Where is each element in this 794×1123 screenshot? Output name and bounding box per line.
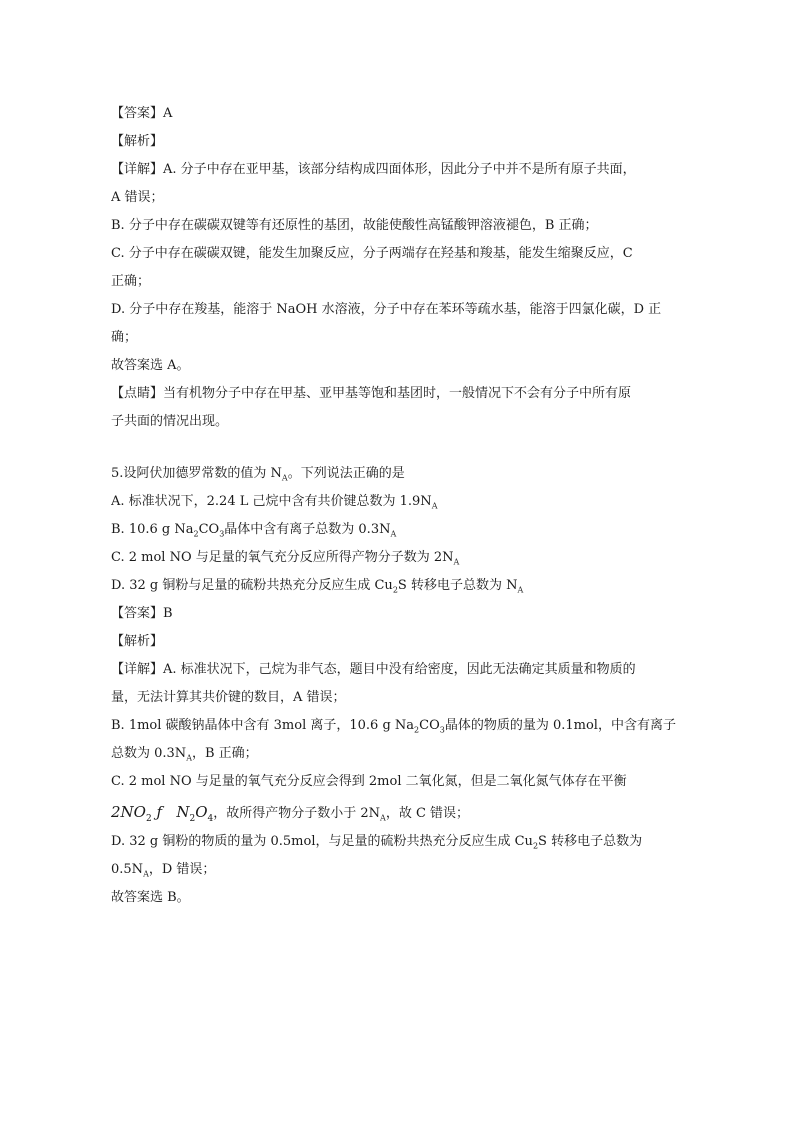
subscript: 2 bbox=[193, 529, 199, 539]
subscript: 2 bbox=[414, 725, 420, 735]
q4-detail-c: C. 分子中存在碳碳双键，能发生加聚反应，分子两端存在羟基和羧基，能发生缩聚反应，C bbox=[111, 246, 633, 261]
q4-analysis-heading: 【解析】 bbox=[111, 134, 164, 149]
detail-text: B. 1mol 碳酸钠晶体中含有 3mol 离子，10.6 g Na bbox=[111, 718, 415, 733]
option-text: S 转移电子总数为 N bbox=[397, 578, 518, 593]
q4-detail-a-cont: A 错误； bbox=[111, 190, 164, 205]
option-text: A. 标准状况下，2.24 L 己烷中含有共价键总数为 1.9N bbox=[111, 494, 432, 509]
subscript: 2 bbox=[532, 841, 539, 851]
detail-text: 总数为 0.3N bbox=[111, 746, 187, 761]
detail-text: A. 分子中存在亚甲基，该部分结构成四面体形，因此分子中并不是所有原子共面， bbox=[163, 162, 636, 177]
option-text: CO bbox=[198, 522, 220, 537]
option-text: C. 2 mol NO 与足量的氧气充分反应所得产物分子数为 2N bbox=[111, 550, 454, 565]
detail-tag: 【详解】 bbox=[111, 662, 164, 677]
equation: $2NO_2$ ƒ $N_2O_4$ bbox=[111, 803, 214, 824]
q5-conclusion: 故答案选 B。 bbox=[111, 890, 190, 905]
q5-answer: 【答案】B bbox=[111, 606, 173, 621]
subscript: 2 bbox=[392, 585, 398, 595]
q5-option-b bbox=[111, 516, 686, 544]
tip-text: 当有机物分子中存在甲基、亚甲基等饱和基团时，一般情况下不会有分子中所有原 bbox=[163, 386, 632, 401]
option-text: B. 10.6 g Na bbox=[111, 522, 194, 537]
subscript: A bbox=[431, 501, 438, 511]
q5-detail-d-cont bbox=[111, 856, 686, 884]
option-text: D. 32 g 铜粉与足量的硫粉共热充分反应生成 Cu bbox=[111, 578, 393, 593]
detail-tag: 【详解】 bbox=[111, 162, 164, 177]
stem-end: 。下列说法正确的是 bbox=[287, 466, 405, 481]
equation-right: O bbox=[195, 803, 208, 821]
q4-detail-c-cont: 正确； bbox=[111, 274, 151, 289]
detail-text: ，故所得产物分子数小于 2N bbox=[213, 806, 381, 821]
subscript: A bbox=[143, 869, 149, 879]
q4-detail-d: D. 分子中存在羧基，能溶于 NaOH 水溶液，分子中存在苯环等疏水基，能溶于四氯化碳，D 正 bbox=[111, 302, 662, 317]
q4-detail-b: B. 分子中存在碳碳双键等有还原性的基团，故能使酸性高锰酸钾溶液褪色，B 正确； bbox=[111, 218, 598, 233]
detail-text: D. 32 g 铜粉的物质的量为 0.5mol，与足量的硫粉共热充分反应生成 Cu bbox=[111, 834, 533, 849]
q5-option-d bbox=[111, 572, 686, 600]
equation-right: N bbox=[176, 803, 190, 821]
document-page bbox=[111, 100, 686, 912]
q4-tip bbox=[111, 380, 686, 408]
q4-detail-d-cont: 确； bbox=[111, 330, 138, 345]
subscript: 3 bbox=[219, 529, 225, 539]
subscript: A bbox=[390, 529, 397, 539]
detail-text: S 转移电子总数为 bbox=[538, 834, 643, 849]
q5-detail-d bbox=[111, 828, 686, 856]
subscript: A bbox=[281, 473, 288, 483]
detail-text: A. 标准状况下，己烷为非气态，题目中没有给密度，因此无法确定其质量和物质的 bbox=[163, 662, 636, 677]
q4-answer: 【答案】A bbox=[111, 106, 173, 121]
q4-conclusion: 故答案选 A。 bbox=[111, 358, 190, 373]
q5-detail-a-cont: 量，无法计算其共价键的数目，A 错误； bbox=[111, 690, 346, 705]
q4-tip-cont: 子共面的情况出现。 bbox=[111, 414, 229, 429]
q4-detail-a bbox=[111, 156, 686, 184]
stem-text: 5.设阿伏加德罗常数的值为 N bbox=[111, 466, 282, 481]
subscript: A bbox=[453, 557, 460, 567]
q5-option-a bbox=[111, 488, 686, 516]
equilibrium-symbol: ƒ bbox=[156, 803, 163, 821]
subscript: A bbox=[380, 813, 386, 823]
subscript: A bbox=[517, 585, 524, 595]
option-text: 晶体中含有离子总数为 0.3N bbox=[224, 522, 391, 537]
q5-detail-b-cont bbox=[111, 740, 686, 768]
subscript: 3 bbox=[439, 725, 445, 735]
detail-text: 晶体的物质的量为 0.1mol，中含有离子 bbox=[444, 718, 676, 733]
tip-tag: 【点睛】 bbox=[111, 386, 164, 401]
q5-detail-a bbox=[111, 656, 686, 684]
subscript: A bbox=[186, 753, 192, 763]
q5-option-c bbox=[111, 544, 686, 572]
detail-text: ，故 C 错误； bbox=[385, 806, 470, 821]
detail-text: ，D 错误； bbox=[148, 862, 216, 877]
q5-detail-c: C. 2 mol NO 与足量的氧气充分反应会得到 2mol 二氧化氮，但是二氧化氮气体存在平衡 bbox=[111, 774, 627, 789]
q5-detail-c-equation bbox=[111, 796, 686, 828]
detail-text: 0.5N bbox=[111, 862, 144, 877]
q5-detail-b bbox=[111, 712, 686, 740]
detail-text: ，B 正确； bbox=[191, 746, 258, 761]
q5-stem bbox=[111, 460, 686, 488]
equation-left: 2NO bbox=[111, 803, 146, 821]
q5-analysis-heading: 【解析】 bbox=[111, 634, 164, 649]
detail-text: CO bbox=[419, 718, 440, 733]
